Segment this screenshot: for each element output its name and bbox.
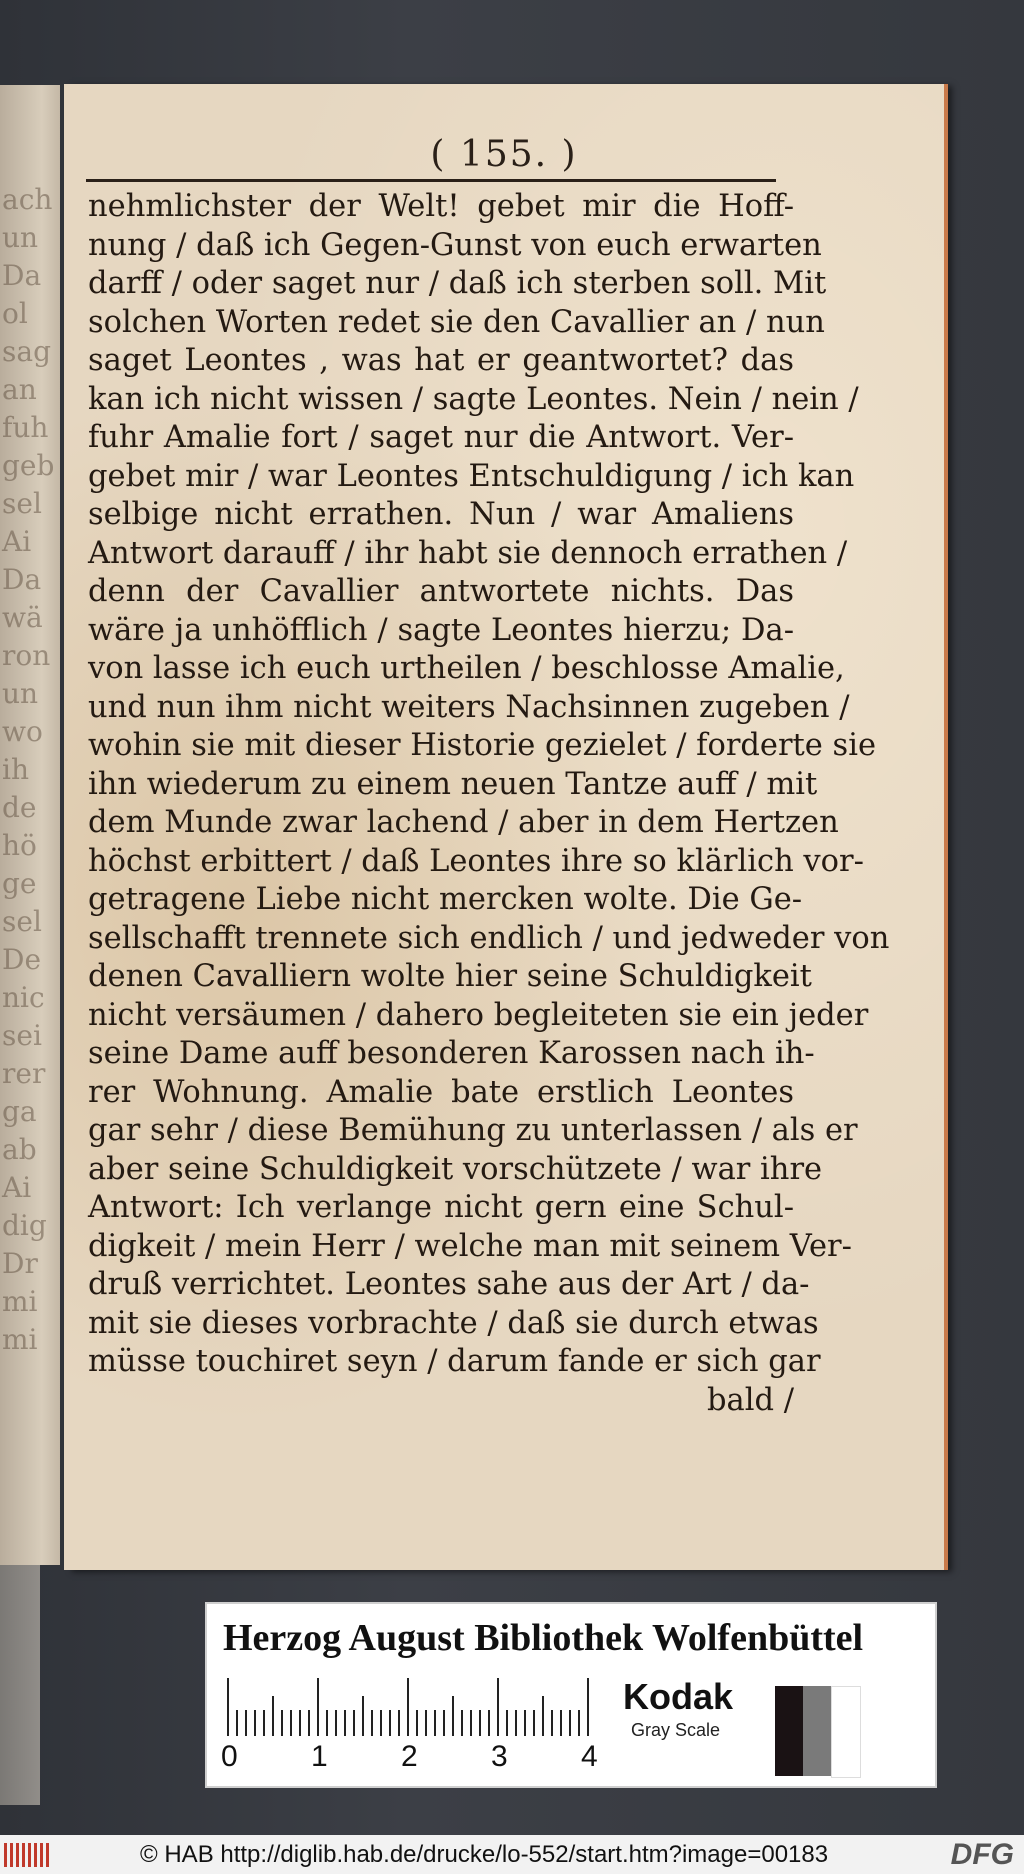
prev-page-fragment: rer	[2, 1057, 46, 1090]
text-line: wäre ja unhöfflich / sagte Leontes hierzu; Da-	[88, 612, 794, 648]
ruler-tick	[479, 1710, 481, 1736]
text-line: nehmlichster der Welt! gebet mir die Hoff-	[88, 189, 794, 224]
ruler-number: 2	[401, 1740, 418, 1773]
book-page	[64, 84, 944, 1570]
ruler-tick	[353, 1710, 355, 1736]
text-line: und nun ihm nicht weiters Nachsinnen zugeben /	[88, 689, 850, 725]
ruler-tick	[272, 1696, 274, 1736]
text-line: Antwort: Ich verlange nicht gern eine Schul-	[88, 1190, 794, 1225]
text-line: aber seine Schuldigkeit vorschützete / war ihre	[88, 1151, 823, 1187]
text-line: sellschafft trennete sich endlich / und jedweder von	[88, 920, 890, 956]
text-line: von lasse ich euch urtheilen / beschlosse Amalie,	[88, 651, 845, 686]
gray-swatch	[775, 1686, 803, 1776]
ruler-tick	[416, 1710, 418, 1736]
ruler-number: 3	[491, 1740, 508, 1773]
prev-page-fragment: ga	[2, 1095, 37, 1128]
ruler-tick	[470, 1710, 472, 1736]
ruler-tick	[551, 1710, 553, 1736]
prev-page-fragment: De	[2, 943, 42, 976]
text-line: wohin sie mit dieser Historie gezielet / forderte sie	[88, 728, 877, 763]
prev-page-fragment: Ai	[2, 525, 32, 558]
gray-scale-label: Gray Scale	[631, 1720, 721, 1740]
ruler-tick	[299, 1710, 301, 1736]
ruler-tick	[461, 1710, 463, 1736]
text-line: digkeit / mein Herr / welche man mit seinem Ver-	[88, 1228, 852, 1264]
prev-page-fragment: Dr	[2, 1247, 38, 1280]
prev-page-fragment: un	[2, 221, 39, 254]
text-line: nung / daß ich Gegen-Gunst von euch erwarten	[88, 227, 822, 263]
ruler-tick	[587, 1678, 589, 1736]
text-line: kan ich nicht wissen / sagte Leontes. Nein / nein /	[88, 381, 859, 417]
page-text	[88, 188, 890, 1420]
text-line: getragene Liebe nicht mercken wolte. Die Ge-	[88, 882, 803, 917]
ruler-tick	[506, 1710, 508, 1736]
prev-page-fragment: geb	[2, 449, 55, 482]
ruler-tick	[452, 1696, 454, 1736]
text-line: rer Wohnung. Amalie bate erstlich Leontes	[88, 1074, 794, 1110]
text-line: bald /	[707, 1382, 794, 1418]
page-number: ( 155. )	[430, 134, 578, 175]
prev-page-fragment: ab	[2, 1133, 37, 1166]
text-line: solchen Worten redet sie den Cavallier an / nun	[88, 304, 825, 340]
ruler-number: 4	[581, 1740, 598, 1773]
text-line: druß verrichtet. Leontes sahe aus der Art / da-	[88, 1267, 810, 1302]
prev-page-fragment: mi	[2, 1285, 38, 1318]
prev-page-fragment: ih	[2, 753, 29, 786]
ruler-tick	[389, 1710, 391, 1736]
ruler-tick	[227, 1678, 229, 1736]
text-line: Antwort darauff / ihr habt sie dennoch errathen /	[88, 535, 848, 571]
previous-page-lower-edge	[0, 1565, 40, 1805]
ruler-tick	[443, 1710, 445, 1736]
ruler-tick	[533, 1710, 535, 1736]
prev-page-fragment: dig	[2, 1209, 47, 1242]
ruler-tick	[542, 1696, 544, 1736]
gray-swatch	[831, 1686, 861, 1778]
prev-page-fragment: Da	[2, 563, 42, 596]
text-line: nicht versäumen / dahero begleiteten sie ein jeder	[88, 997, 869, 1033]
measurement-ruler	[227, 1676, 607, 1736]
prev-page-fragment: nic	[2, 981, 45, 1014]
ruler-tick	[326, 1710, 328, 1736]
prev-page-fragment: hö	[2, 829, 37, 862]
prev-page-fragment: sel	[2, 487, 42, 520]
ruler-tick	[398, 1710, 400, 1736]
library-name: Herzog August Bibliothek Wolfenbüttel	[223, 1617, 864, 1659]
footer-bar	[0, 1835, 1024, 1874]
ruler-tick	[578, 1710, 580, 1736]
text-line: müsse touchiret seyn / darum fande er sich gar	[88, 1344, 821, 1379]
text-line: gar sehr / diese Bemühung zu unterlassen / als er	[88, 1113, 858, 1148]
prev-page-fragment: ron	[2, 639, 51, 672]
text-line: denn der Cavallier antwortete nichts. Das	[88, 574, 794, 609]
text-line: seine Dame auff besonderen Karossen nach ih-	[88, 1036, 815, 1071]
dfg-logo: DFG	[950, 1838, 1014, 1871]
ruler-tick	[344, 1710, 346, 1736]
prev-page-fragment: an	[2, 373, 37, 406]
barcode-icon	[4, 1843, 50, 1867]
text-line: ihn wiederum zu einem neuen Tantze auff / mit	[88, 766, 818, 802]
prev-page-fragment: ol	[2, 297, 28, 330]
ruler-tick	[362, 1696, 364, 1736]
prev-page-fragment: Da	[2, 259, 42, 292]
prev-page-fragment: mi	[2, 1323, 38, 1356]
prev-page-fragment: fuh	[2, 411, 49, 444]
text-line: darff / oder saget nur / daß ich sterben soll. Mit	[88, 266, 827, 301]
ruler-tick	[560, 1710, 562, 1736]
text-line: gebet mir / war Leontes Entschuldigung / ich kan	[88, 458, 855, 494]
ruler-tick	[524, 1710, 526, 1736]
color-target-card	[205, 1602, 937, 1788]
prev-page-fragment: ge	[2, 867, 37, 900]
header-rule	[86, 179, 776, 182]
ruler-tick	[425, 1710, 427, 1736]
text-line: saget Leontes , was hat er geantwortet? das	[88, 343, 794, 378]
ruler-tick	[497, 1678, 499, 1736]
ruler-number: 1	[311, 1740, 328, 1773]
text-line: denen Cavalliern wolte hier seine Schuldigkeit	[88, 959, 812, 994]
ruler-tick	[407, 1678, 409, 1736]
prev-page-fragment: sag	[2, 335, 51, 368]
ruler-tick	[569, 1710, 571, 1736]
ruler-tick	[281, 1710, 283, 1736]
ruler-tick	[254, 1710, 256, 1736]
ruler-tick	[434, 1710, 436, 1736]
ruler-tick	[335, 1710, 337, 1736]
text-line: dem Munde zwar lachend / aber in dem Hertzen	[88, 805, 839, 840]
ruler-tick	[488, 1710, 490, 1736]
ruler-number: 0	[221, 1740, 238, 1773]
prev-page-fragment: un	[2, 677, 39, 710]
ruler-tick	[515, 1710, 517, 1736]
prev-page-fragment: sei	[2, 1019, 42, 1052]
ruler-tick	[317, 1678, 319, 1736]
prev-page-fragment: wo	[2, 715, 43, 748]
prev-page-fragment: sel	[2, 905, 42, 938]
prev-page-fragment: de	[2, 791, 37, 824]
ruler-tick	[290, 1710, 292, 1736]
text-line: mit sie dieses vorbrachte / daß sie durch etwas	[88, 1305, 819, 1341]
text-line: fuhr Amalie fort / saget nur die Antwort. Ver-	[88, 420, 794, 455]
text-line: höchst erbittert / daß Leontes ihre so klärlich vor-	[88, 843, 864, 879]
ruler-tick	[380, 1710, 382, 1736]
ruler-tick	[245, 1710, 247, 1736]
prev-page-fragment: wä	[2, 601, 43, 634]
ruler-tick	[308, 1710, 310, 1736]
kodak-logo: Kodak	[623, 1676, 734, 1717]
text-line: selbige nicht errathen. Nun / war Amaliens	[88, 497, 794, 532]
prev-page-fragment: ach	[2, 183, 53, 216]
prev-page-fragment: Ai	[2, 1171, 32, 1204]
ruler-tick	[263, 1710, 265, 1736]
previous-page-edge	[0, 85, 60, 1565]
gray-swatch	[803, 1686, 831, 1776]
ruler-tick	[371, 1710, 373, 1736]
footer-url: © HAB http://diglib.hab.de/drucke/lo-552/start.htm?image=00183	[140, 1841, 829, 1868]
ruler-tick	[236, 1710, 238, 1736]
